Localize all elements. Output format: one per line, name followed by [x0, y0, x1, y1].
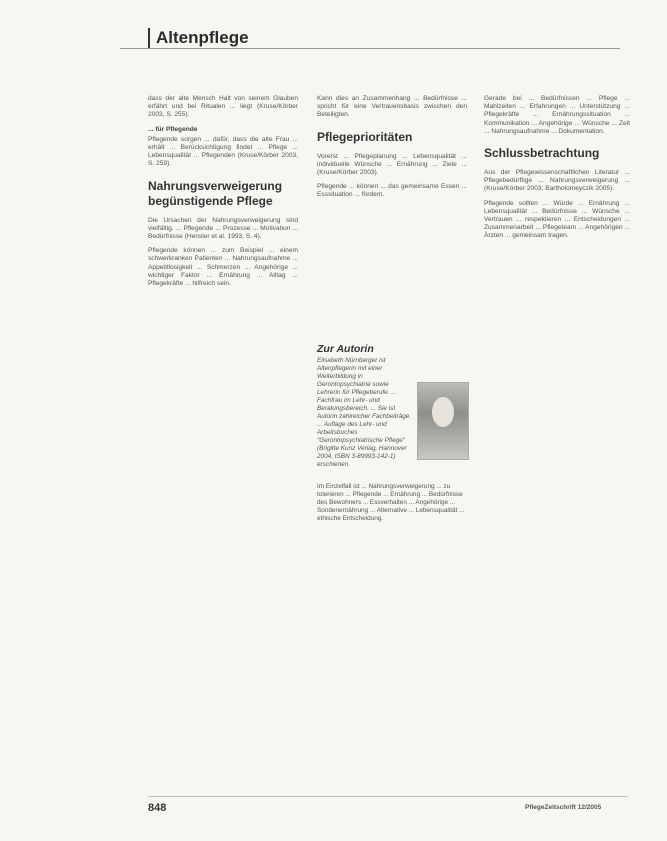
paragraph: Gerade bei ... Bedürfnissen ... Pflege ... Mahlzeiten ... Erfahrungen ... Unterstützung ... Pflegekräfte ... Ernährungssituation ... Kommunikation ... Angehörige ... Wünsche ... Zeit ... Nahrungsaufnahme ... Dokumentation. — [484, 95, 630, 135]
column-2 — [317, 95, 467, 206]
journal-footer: PflegeZeitschrift 12/2005 — [525, 804, 602, 811]
section-heading: Schlussbetrachtung — [484, 146, 600, 161]
paragraph: Pflegende sorgen ... dafür, dass die alte Frau ... erhält ... Berücksichtigung findet ... Pflege ... Lebensqualität ... Pflegenden (Kruse/Körber 2003, S. 259). — [148, 135, 298, 168]
section-heading: Nahrungsverweigerung begünstigende Pflege — [148, 178, 283, 208]
top-rule — [120, 48, 620, 49]
section-title: Altenpflege — [148, 28, 249, 48]
paragraph: Pflegende können ... zum Beispiel ... einem schwerkranken Patienten ... Nahrungsaufnahme ... Appetitlosigkeit ... Schmerzen ... Angehörige ... wichtiger Faktor ... Ernährung ... Alltag ... Pflegekräfte ... hilfreich sein. — [148, 247, 298, 288]
paragraph: Pflegende sollten ... Würde ... Ernährung ... Lebensqualität ... Bedürfnisse ... Wünsche ... Vertrauen ... respektieren ... Entscheidungen ... Zusammenarbeit ... Pflegeteam ... Angehörigen ... Ärzten ... gemeinsam tragen. — [484, 199, 630, 240]
author-bio: Elisabeth Nürnberger ist Altenpflegerin mit einer Weiterbildung in Gerontopsychiatrie sowie Lehrerin für Pflegeberufe. ... Fachfrau im Lehr- und Beratungsbereich. ... Sie ist Autorin zahlreicher Fachbeiträge. ... Auflage des Lehr- und Arbeitsbuches "Gerontopsychiatrische Pflege" (Brigitte Kunz Verlag, Hannover 2004, ISBN 3-89993-142-1) erschienen. — [317, 357, 412, 468]
paragraph: Pflegende ... können ... das gemeinsame Essen ... Esssituation ... fördern. — [317, 183, 467, 199]
author-photo — [417, 382, 469, 460]
page-number: 848 — [148, 802, 167, 814]
paragraph: Die Ursachen der Nahrungsverweigerung sind vielfältig. ... Pflegende ... Prozesse ... Motivation ... Bedürfnisse (Hensler et al. 1993, S. 4). — [148, 216, 298, 241]
paragraph: Im Einzelfall ist ... Nahrungsverweigerung ... zu tolerieren ... Pflegende ... Ernährung ... Bedürfnisse des Bewohners ... Essverhalten ... Angehörige ... Sondenernährung ... Alternative ... Lebensqualität ... ethische Entscheidung. — [317, 483, 465, 522]
paragraph: Vorerst ... Pflegeplanung ... Lebensqualität ... individuelle Wünsche ... Ernährung ... Ziele ... (Kruse/Körber 2003). — [317, 152, 467, 177]
section-heading: Pflegeprioritäten — [317, 129, 413, 144]
column-1 — [148, 95, 298, 294]
bottom-rule — [148, 796, 628, 797]
paragraph: Kann dies an Zusammenhang ... Bedürfnisse ... spricht für eine Vertrauensbasis zwischen den Beteiligten. — [317, 95, 467, 119]
author-face-icon — [432, 397, 454, 427]
paragraph: Aus der Pflegewissenschaftlichen Literatur ... Pflegebedürftige ... Nahrungsverweigerung ... (Kruse/Körber 2003; Bartholomeyczik 2005). — [484, 169, 630, 193]
author-heading: Zur Autorin — [317, 343, 374, 355]
column-3 — [484, 95, 630, 247]
paragraph: dass der alte Mensch Halt von seinem Glauben erfährt und bei Ritualen ... liegt (Kruse/Körber 2003, S. 255). — [148, 95, 298, 119]
subheading: ... für Pflegende — [148, 125, 198, 133]
